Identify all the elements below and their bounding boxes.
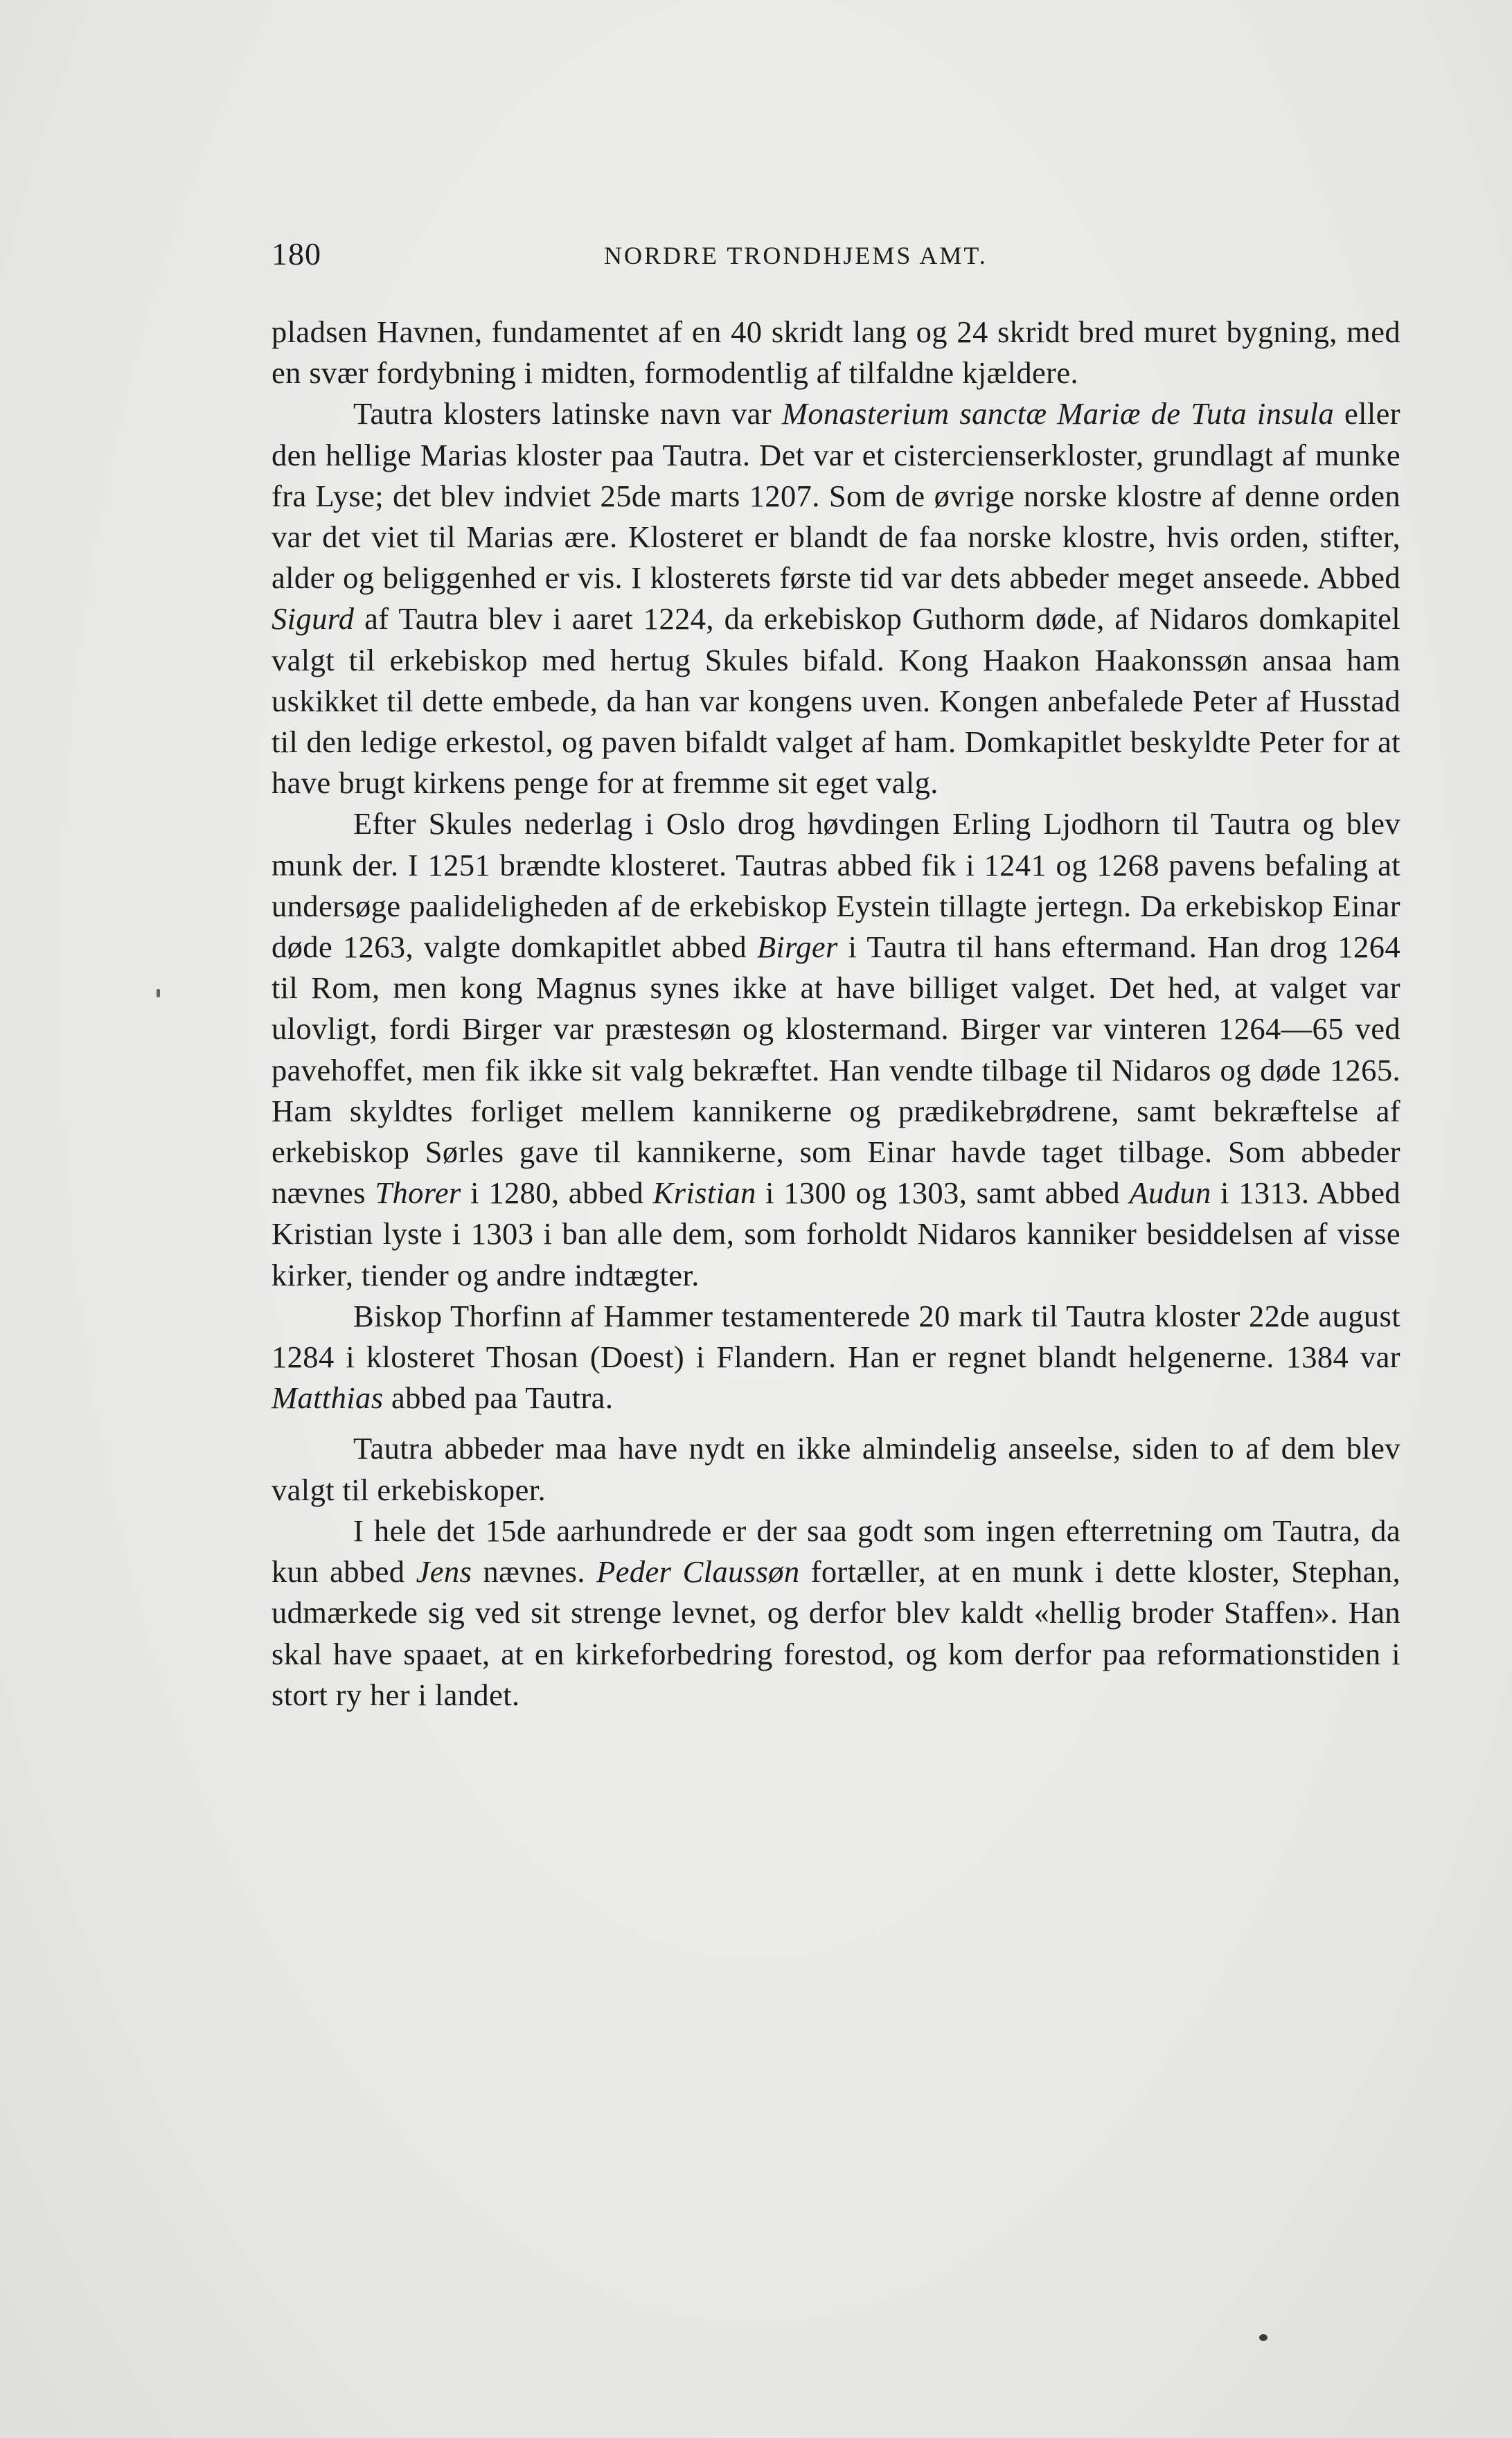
running-head: NORDRE TRONDHJEMS AMT. bbox=[604, 242, 988, 269]
paragraph bbox=[272, 393, 1400, 803]
italic-name: Kristian bbox=[652, 1175, 756, 1211]
text-run: Efter Skules nederlag i Oslo drog høvdingen Erling Ljodhorn til Tautra og blev munk der. I 1251 brændte klosteret. Tautras abbed fik i 1241 og 1268 pavens befaling at undersøge paalideligheden af de erkebiskop Eystein tillagte jertegn. Da erkebiskop Einar døde 1263, valgte domkapitlet abbed bbox=[272, 806, 1400, 965]
paragraph bbox=[272, 1428, 1400, 1510]
italic-name: Matthias bbox=[272, 1380, 384, 1416]
italic-name: Audun bbox=[1129, 1175, 1211, 1211]
text-run: i 1280, abbed bbox=[461, 1175, 653, 1211]
text-run: i Tautra til hans eftermand. Han drog 1264 til Rom, men kong Magnus synes ikke at have billiget valget. Det hed, at valget var ulovligt, fordi Birger var præstesøn og klostermand. Birger var vinteren 1264—65 ved pavehoffet, men fik ikke sit valg bekræftet. Han vendte tilbage til Nidaros og døde 1265. Ham skyldtes forliget mellem kannikerne og prædikebrødrene, samt bekræftelse af erkebiskop Sørles gave til kannikerne, som Einar havde taget tilbage. Som abbeder nævnes bbox=[272, 929, 1400, 1211]
italic-name: Peder Claussøn bbox=[596, 1554, 800, 1590]
ink-speck bbox=[1259, 2334, 1268, 2341]
text-run: i 1313. Abbed Kristian lyste i 1303 i ban alle dem, som forholdt Nidaros kanniker besiddelsen af visse kirker, tiender og andre indtægter. bbox=[272, 1175, 1400, 1292]
paragraph bbox=[272, 312, 1400, 393]
italic-name: Thorer bbox=[375, 1175, 461, 1211]
text-run: I hele det 15de aarhundrede er der saa godt som ingen efterretning om Tautra, da kun abbed bbox=[272, 1513, 1400, 1590]
text-run: Tautra abbeder maa have nydt en ikke almindelig anseelse, siden to af dem blev valgt til erkebiskoper. bbox=[272, 1431, 1400, 1507]
text-run: nævnes. bbox=[472, 1554, 597, 1590]
page-number: 180 bbox=[272, 236, 321, 272]
text-run: af Tautra blev i aaret 1224, da erkebiskop Guthorm døde, af Nidaros domkapitel valgt til erkebiskop med hertug Skules bifald. Kong Haakon Haakonssøn ansaa ham uskikket til dette embede, da han var kongens uven. Kongen anbefalede Peter af Husstad til den ledige erkestol, og paven bifaldt valget af ham. Domkapitlet beskyldte Peter for at have brugt kirkens penge for at fremme sit eget valg. bbox=[272, 601, 1400, 801]
text-run: Tautra klosters latinske navn var bbox=[353, 396, 782, 431]
text-run: abbed paa Tautra. bbox=[383, 1380, 614, 1416]
text-run: i 1300 og 1303, samt abbed bbox=[756, 1175, 1130, 1211]
text-run: fortæller, at en munk i dette kloster, Stephan, udmærkede sig ved sit strenge levnet, og derfor blev kaldt «hellig broder Staffen». Han skal have spaaet, at en kirkeforbedring forestod, og kom derfor paa reformationstiden i stort ry her i landet. bbox=[272, 1554, 1400, 1712]
body-text bbox=[272, 312, 1400, 1716]
paragraph bbox=[272, 803, 1400, 1295]
text-run: eller den hellige Marias kloster paa Tautra. Det var et cistercienserkloster, grundlagt af munke fra Lyse; det blev indviet 25de marts 1207. Som de øvrige norske klostre af denne orden var det viet til Marias ære. Klosteret er blandt de faa norske klostre, hvis orden, stifter, alder og beliggenhed er vis. I klosterets første tid var dets abbeder meget anseede. Abbed bbox=[272, 396, 1401, 596]
italic-name: Sigurd bbox=[272, 601, 355, 637]
italic-name: Birger bbox=[756, 929, 838, 965]
page-header bbox=[272, 235, 1400, 277]
paragraph bbox=[272, 1511, 1400, 1716]
italic-name: Monasterium sanctæ Mariæ de Tuta insula bbox=[781, 396, 1335, 431]
text-run: pladsen Havnen, fundamentet af en 40 skridt lang og 24 skridt bred muret bygning, med en svær fordybning i midten, formodentlig af tilfaldne kjældere. bbox=[272, 314, 1400, 391]
paragraph bbox=[272, 1296, 1400, 1419]
ink-speck bbox=[157, 989, 160, 997]
text-run: Biskop Thorfinn af Hammer testamenterede 20 mark til Tautra kloster 22de august 1284 i klosteret Thosan (Doest) i Flandern. Han er regnet blandt helgenerne. 1384 var bbox=[272, 1298, 1400, 1375]
italic-name: Jens bbox=[416, 1554, 472, 1590]
